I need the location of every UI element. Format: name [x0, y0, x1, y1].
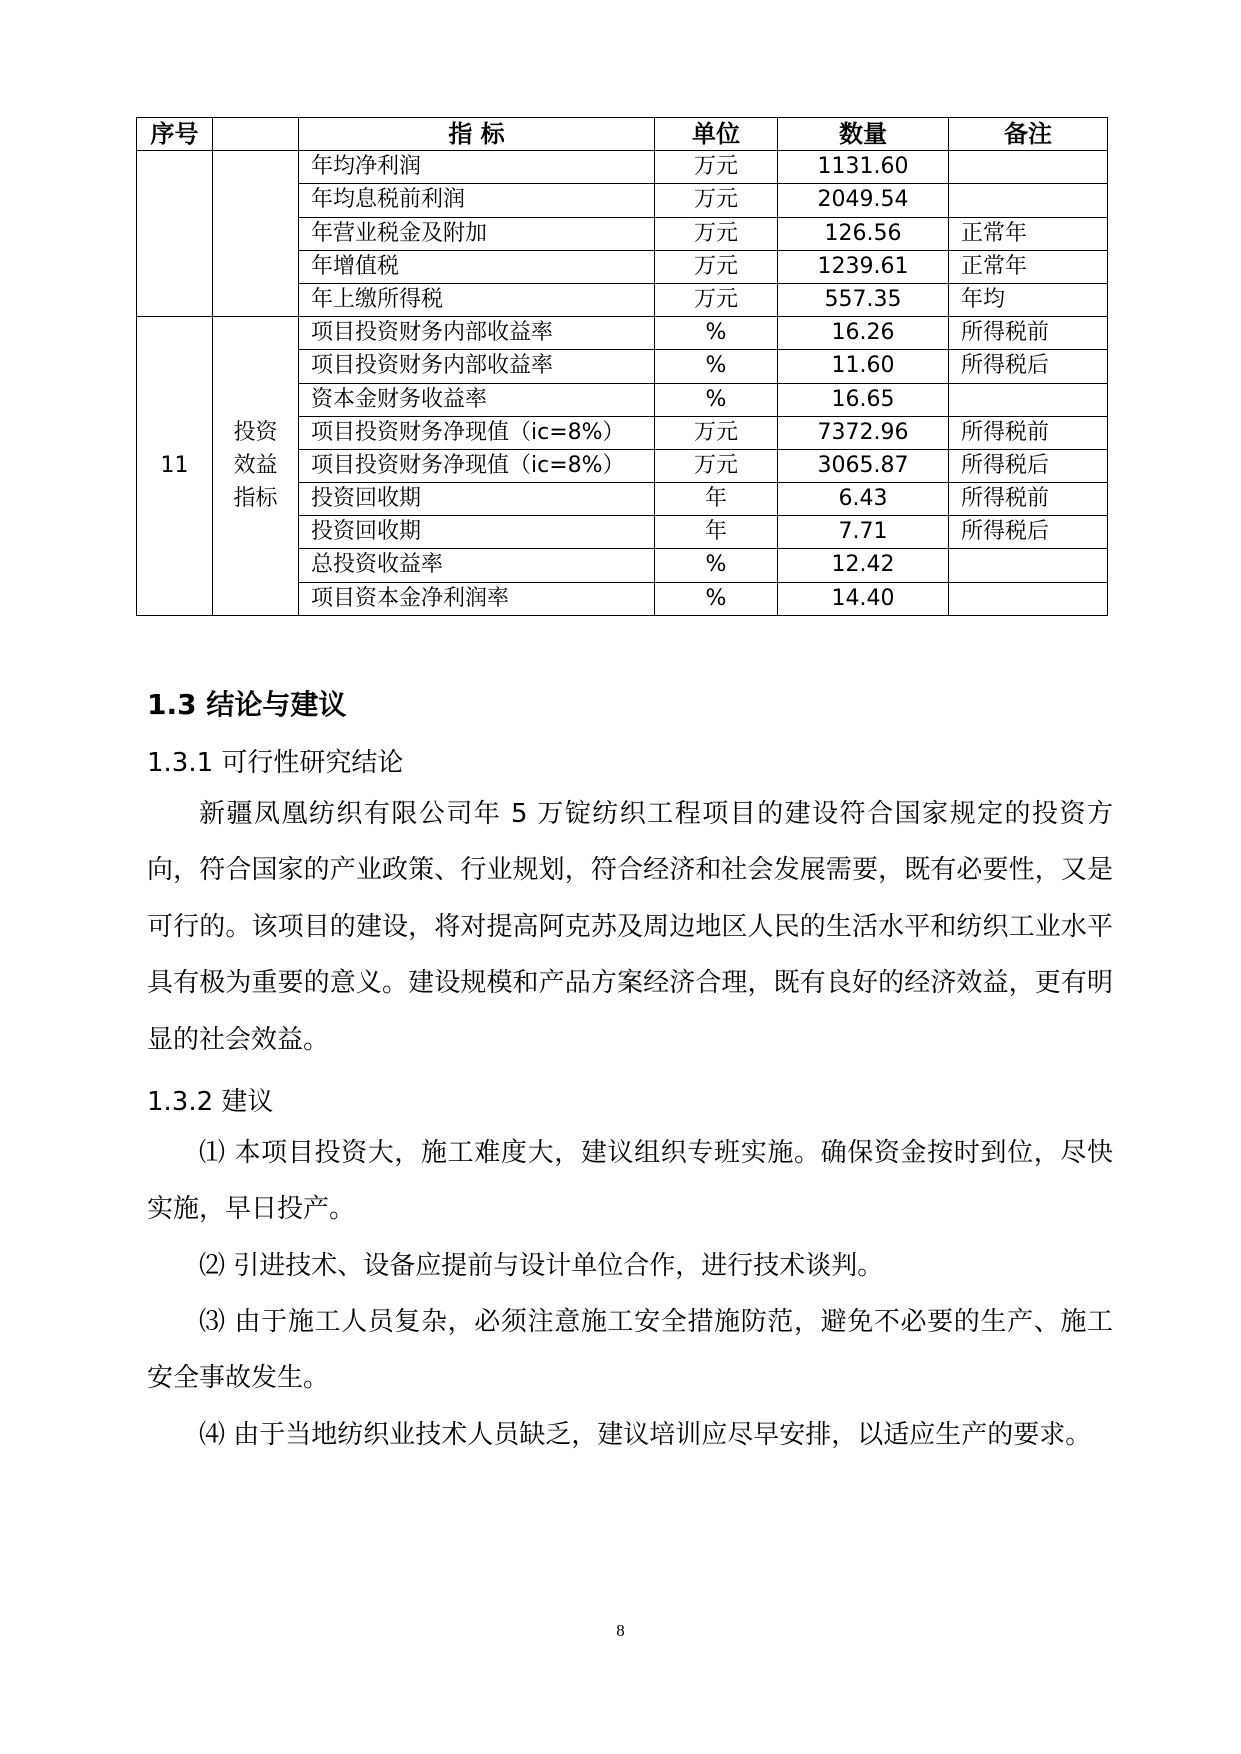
- unit-cell: 万元: [655, 184, 778, 217]
- remark-cell: 所得税后: [949, 350, 1108, 383]
- unit-cell: 万元: [655, 283, 778, 316]
- unit-cell: 年: [655, 483, 778, 516]
- indicator-cell: 年上缴所得税: [299, 283, 655, 316]
- suggestion-item-4: ⑷ 由于当地纺织业技术人员缺乏，建议培训应尽早安排，以适应生产的要求。: [199, 1420, 1092, 1450]
- header-remark: 备注: [949, 118, 1108, 151]
- remark-cell: 所得税后: [949, 449, 1108, 482]
- page-number: 8: [616, 1621, 625, 1640]
- remark-cell: 所得税前: [949, 317, 1108, 350]
- value-cell: 1239.61: [778, 250, 949, 283]
- table-header-row: [137, 118, 1108, 151]
- indicator-cell: 投资回收期: [299, 516, 655, 549]
- header-unit: 单位: [655, 118, 778, 151]
- indicator-cell: 项目投资财务内部收益率: [299, 350, 655, 383]
- remark-cell: 正常年: [949, 250, 1108, 283]
- table-row: [137, 317, 1108, 350]
- unit-cell: 万元: [655, 449, 778, 482]
- section-heading: 1.3 结论与建议: [147, 688, 347, 721]
- header-seq: 序号: [137, 118, 213, 151]
- category-cell-blank: [213, 151, 299, 317]
- remark-cell: [949, 549, 1108, 582]
- remark-cell: 所得税前: [949, 416, 1108, 449]
- indicator-cell: 项目投资财务净现值（ic=8%）: [299, 416, 655, 449]
- suggestion-item-2: ⑵ 引进技术、设备应提前与设计单位合作，进行技术谈判。: [199, 1251, 884, 1281]
- value-cell: 7372.96: [778, 416, 949, 449]
- category-label: 投资效益指标: [233, 420, 278, 512]
- value-cell: 126.56: [778, 217, 949, 250]
- indicator-cell: 年均息税前利润: [299, 184, 655, 217]
- value-cell: 16.26: [778, 317, 949, 350]
- suggestion-item-3: ⑶ 由于施工人员复杂，必须注意施工安全措施防范，避免不必要的生产、施工安全事故发生。: [147, 1307, 1114, 1394]
- indicator-cell: 总投资收益率: [299, 549, 655, 582]
- suggestion-item-1: ⑴ 本项目投资大，施工难度大，建议组织专班实施。确保资金按时到位，尽快实施，早日投产。: [147, 1138, 1114, 1225]
- value-cell: 14.40: [778, 582, 949, 615]
- unit-cell: %: [655, 317, 778, 350]
- remark-cell: [949, 582, 1108, 615]
- indicator-cell: 资本金财务收益率: [299, 383, 655, 416]
- indicator-cell: 项目投资财务内部收益率: [299, 317, 655, 350]
- seq-cell-blank: [137, 151, 213, 317]
- unit-cell: 年: [655, 516, 778, 549]
- unit-cell: %: [655, 549, 778, 582]
- value-cell: 1131.60: [778, 151, 949, 184]
- unit-cell: 万元: [655, 217, 778, 250]
- remark-cell: 所得税前: [949, 483, 1108, 516]
- table-row: [137, 151, 1108, 184]
- unit-cell: %: [655, 383, 778, 416]
- header-value: 数量: [778, 118, 949, 151]
- unit-cell: %: [655, 582, 778, 615]
- subsection-heading-conclusion: 1.3.1 可行性研究结论: [147, 748, 404, 778]
- value-cell: 3065.87: [778, 449, 949, 482]
- header-category: [213, 118, 299, 151]
- remark-cell: [949, 151, 1108, 184]
- value-cell: 557.35: [778, 283, 949, 316]
- indicator-table: [136, 117, 1108, 616]
- indicator-cell: 项目资本金净利润率: [299, 582, 655, 615]
- value-cell: 12.42: [778, 549, 949, 582]
- indicator-cell: 年增值税: [299, 250, 655, 283]
- indicator-cell: 年均净利润: [299, 151, 655, 184]
- value-cell: 16.65: [778, 383, 949, 416]
- value-cell: 6.43: [778, 483, 949, 516]
- value-cell: 2049.54: [778, 184, 949, 217]
- indicator-cell: 年营业税金及附加: [299, 217, 655, 250]
- unit-cell: 万元: [655, 416, 778, 449]
- indicator-cell: 项目投资财务净现值（ic=8%）: [299, 449, 655, 482]
- remark-cell: 年均: [949, 283, 1108, 316]
- conclusion-paragraph: 新疆凤凰纺织有限公司年 5 万锭纺织工程项目的建设符合国家规定的投资方向，符合国家的产业政策、行业规划，符合经济和社会发展需要，既有必要性，又是可行的。该项目的建设，将对提高阿克苏及周边地区人民的生活水平和纺织工业水平具有极为重要的意义。建设规模和产品方案经济合理，既有良好的经济效益，更有明显的社会效益。: [147, 799, 1113, 1055]
- remark-cell: 所得税后: [949, 516, 1108, 549]
- remark-cell: 正常年: [949, 217, 1108, 250]
- subsection-heading-suggestions: 1.3.2 建议: [147, 1087, 274, 1117]
- value-cell: 7.71: [778, 516, 949, 549]
- unit-cell: %: [655, 350, 778, 383]
- seq-cell: 11: [137, 317, 213, 616]
- unit-cell: 万元: [655, 151, 778, 184]
- category-cell: [213, 317, 299, 616]
- remark-cell: [949, 184, 1108, 217]
- indicator-cell: 投资回收期: [299, 483, 655, 516]
- remark-cell: [949, 383, 1108, 416]
- header-indicator: 指 标: [299, 118, 655, 151]
- value-cell: 11.60: [778, 350, 949, 383]
- unit-cell: 万元: [655, 250, 778, 283]
